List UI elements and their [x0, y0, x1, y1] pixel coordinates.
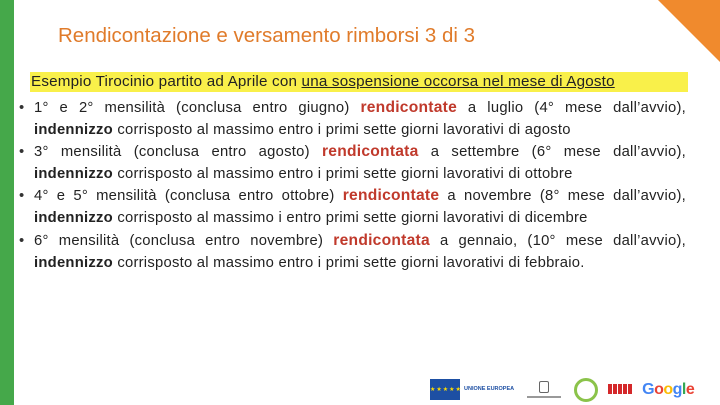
bullet-list: [18, 97, 686, 274]
bullet-keyword: indennizzo: [34, 210, 113, 227]
bullet-keyword: rendicontate: [342, 187, 440, 205]
bullet-text: 1° e 2° mensilità (conclusa entro giugno): [34, 100, 361, 116]
intro-prefix: Esempio Tirocinio partito ad Aprile con: [31, 73, 302, 90]
eu-logo: [430, 379, 514, 400]
corner-decoration: [658, 0, 720, 62]
bullet-text: 6° mensilità (conclusa entro novembre): [34, 232, 334, 249]
bullet-keyword: indennizzo: [34, 254, 113, 271]
bullet-text: 4° e 5° mensilità (conclusa entro ottobre): [34, 188, 343, 205]
bullet-item: [18, 97, 686, 141]
bullet-text: corrisposto al massimo entro i primi sette giorni lavorativi di febbraio.: [112, 254, 585, 271]
bullet-text: corrisposto al massimo entro i primi sette giorni lavorativi di ottobre: [112, 166, 573, 183]
intro-line: [31, 73, 615, 90]
eu-flag-icon: ★★★★★: [430, 379, 460, 400]
unioncamere-logo: [608, 384, 632, 395]
bullet-text: 3° mensilità (conclusa entro agosto): [34, 144, 322, 161]
bullet-text: a settembre (6° mese dall’avvio),: [418, 144, 686, 161]
slide-title: Rendicontazione e versamento rimborsi 3 di 3: [58, 24, 476, 47]
bullet-text: corrisposto al massimo entro i primi sette giorni lavorativi di agosto: [112, 122, 571, 139]
left-accent-bar: [0, 0, 14, 405]
bullet-text: corrisposto al massimo i entro primi sette giorni lavorativi di dicembre: [112, 210, 588, 227]
bullet-keyword: rendicontate: [360, 99, 458, 116]
bullet-item: [18, 141, 686, 185]
intro-underlined: una sospensione occorsa nel mese di Agosto: [301, 73, 615, 90]
bullet-text: a gennaio, (10° mese dall’avvio),: [429, 232, 686, 249]
bullet-item: [18, 230, 686, 274]
bullet-text: a novembre (8° mese dall’avvio),: [439, 188, 686, 205]
bullet-item: [18, 185, 686, 229]
bullet-text: a luglio (4° mese dall’avvio),: [457, 100, 686, 116]
eu-label: UNIONE EUROPEA: [464, 386, 515, 392]
bullet-keyword: indennizzo: [34, 166, 113, 183]
bullet-keyword: indennizzo: [34, 122, 113, 139]
ministry-logo: [524, 377, 564, 403]
google-logo: Google: [642, 380, 695, 398]
bullet-keyword: rendicontata: [333, 231, 430, 249]
footer-logos: [430, 374, 694, 405]
garanzia-giovani-logo: [574, 378, 598, 402]
bullet-keyword: rendicontata: [321, 143, 419, 161]
